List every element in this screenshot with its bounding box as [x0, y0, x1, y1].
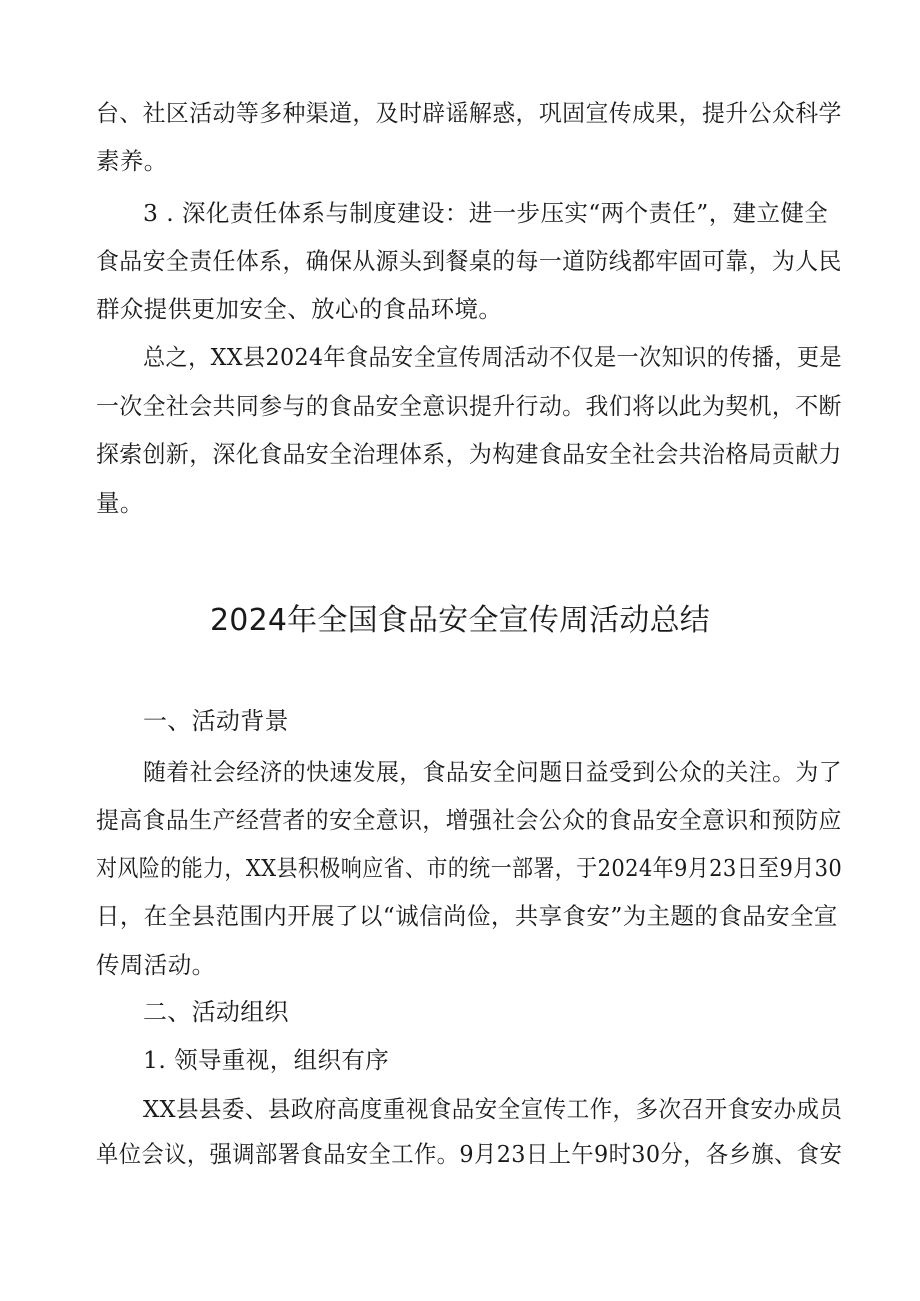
- paragraph-line: 提高食品生产经营者的安全意识，增强社会公众的食品安全意识和预防应: [96, 806, 842, 834]
- section-heading-organization: 二、活动组织: [143, 998, 289, 1026]
- paragraph-line: 单位会议，强调部署食品安全工作。9月23日上午9时30分，各乡旗、食安: [96, 1140, 843, 1168]
- paragraph-line: 群众提供更加安全、放心的食品环境。: [96, 295, 503, 323]
- paragraph-line: 食品安全责任体系，确保从源头到餐桌的每一道防线都牢固可靠，为人民: [96, 247, 842, 275]
- document-title: 2024年全国食品安全宣传周活动总结: [210, 603, 710, 638]
- paragraph-line: 日，在全县范围内开展了以“诚信尚俭，共享食安”为主题的食品安全宣: [96, 902, 838, 930]
- paragraph-line: XX县县委、县政府高度重视食品安全宣传工作，多次召开食安办成员: [143, 1095, 843, 1123]
- paragraph-line: 一次全社会共同参与的食品安全意识提升行动。我们将以此为契机，不断: [96, 392, 842, 420]
- paragraph-line: 量。: [96, 489, 144, 517]
- paragraph-line: 素养。: [96, 147, 168, 175]
- paragraph-line: 随着社会经济的快速发展，食品安全问题日益受到公众的关注。为了: [143, 758, 843, 786]
- paragraph-line: 3 . 深化责任体系与制度建设：进一步压实“两个责任”，建立健全: [143, 199, 829, 227]
- paragraph-line: 对风险的能力，XX县积极响应省、市的统一部署，于2024年9月23日至9月30: [96, 854, 843, 882]
- section-heading-background: 一、活动背景: [143, 707, 289, 735]
- paragraph-line: 台、社区活动等多种渠道，及时辟谣解惑，巩固宣传成果，提升公众科学: [96, 99, 842, 127]
- paragraph-line: 探索创新，深化食品安全治理体系，为构建食品安全社会共治格局贡献力: [96, 440, 842, 468]
- paragraph-line: 总之，XX县2024年食品安全宣传周活动不仅是一次知识的传播，更是: [143, 343, 842, 371]
- subsection-heading: 1. 领导重视，组织有序: [143, 1046, 390, 1074]
- paragraph-line: 传周活动。: [96, 951, 216, 979]
